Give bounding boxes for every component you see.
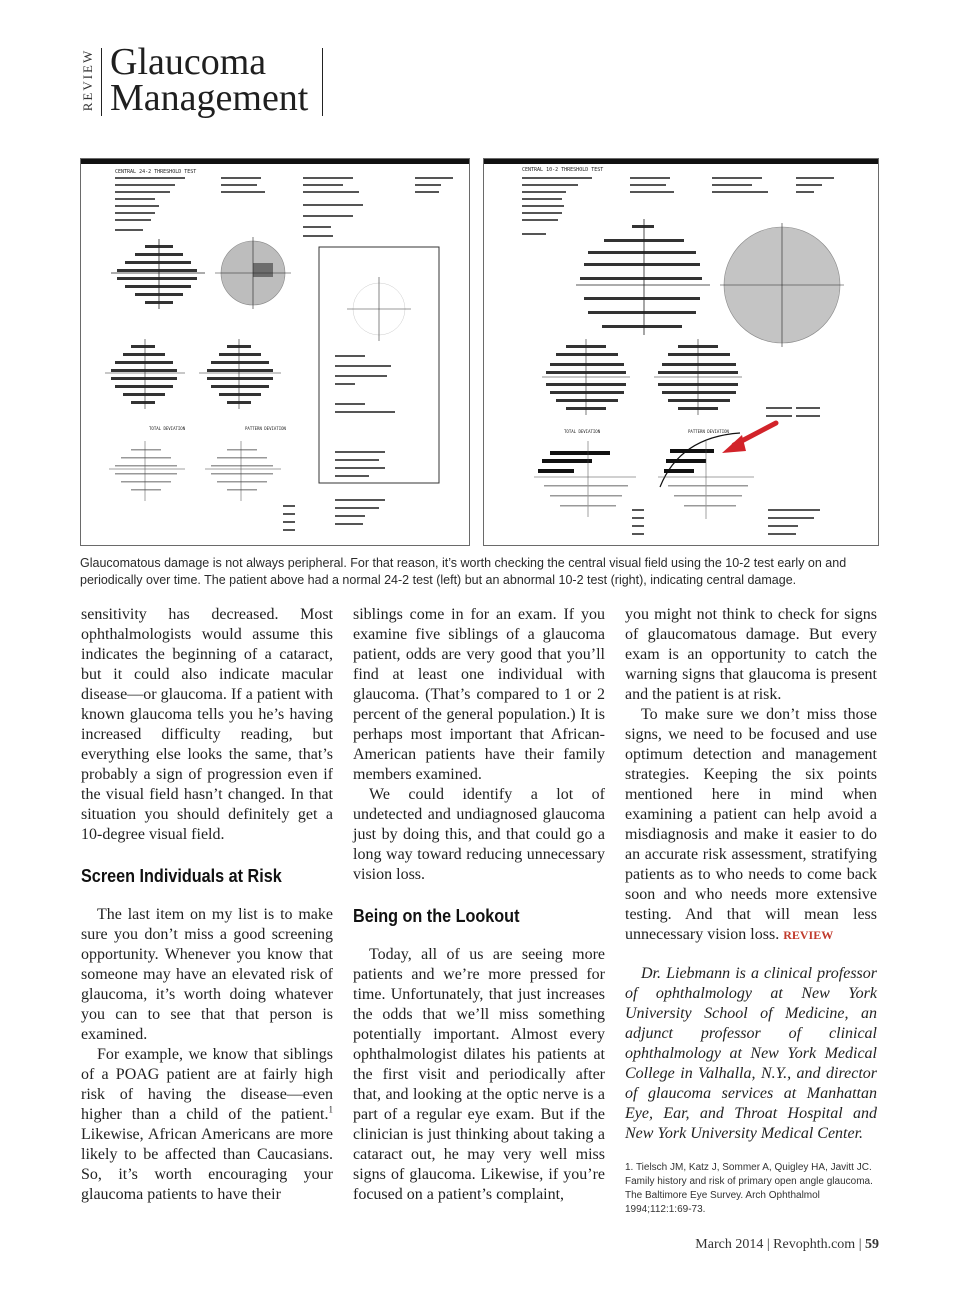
column-2-bottom [353, 945, 605, 1205]
panel-right-total-label: TOTAL DEVIATION [564, 429, 601, 434]
visual-field-24-2-printout [80, 158, 470, 546]
header-divider-left [101, 48, 102, 116]
title-line-2: Management [110, 77, 309, 119]
paragraph: siblings come in for an exam. If you examine five siblings of a glaucoma patient, odds are very good that you’ll find at least one individual with glaucoma. (That’s compared to 1 or 2 percent of the general population.) It is perhaps most important that African-American patients have their family members examined. [353, 606, 605, 783]
header-divider-right [322, 48, 323, 116]
printout-24-2-graphic [81, 159, 469, 545]
page-number: 59 [865, 1237, 879, 1252]
paragraph: Today, all of us are seeing more patients and we’re more pressed for time. Unfortunately, that just increases the odds that we’ll miss something potentially important. Almost every ophthalmologist dilates his patients at the first visit and periodically after that, and looking at the optic nerve is a part of a regular eye exam. But if the clinician is just thinking about taking a cataract out, he may very well miss signs of glaucoma. Likewise, if you’re focused on a patient’s complaint, [353, 946, 605, 1203]
page-title [110, 41, 309, 119]
printout-10-2-graphic [484, 159, 878, 545]
issue-date: March 2014 [695, 1237, 764, 1252]
paragraph: We could identify a lot of undetected and undiagnosed glaucoma just by doing this, and that could go a long way toward reducing unnecessary vision loss. [353, 786, 605, 883]
page-footer: March 2014 | Revophth.com | 59 [695, 1237, 879, 1252]
section-heading-screen-at-risk: Screen Individuals at Risk [81, 866, 282, 886]
section-heading-being-on-lookout: Being on the Lookout [353, 906, 520, 926]
footnote-ref: 1 [328, 1104, 333, 1115]
paragraph: you might not think to check for signs of glaucomatous damage. But every exam is an opportunity to catch the warning signs that glaucoma is present and the patient is at risk. [625, 606, 877, 703]
column-1-bottom [81, 905, 333, 1205]
panel-left-total-label: TOTAL DEVIATION [149, 426, 186, 431]
panel-label-24-2: CENTRAL 24-2 THRESHOLD TEST [115, 169, 197, 175]
visual-field-10-2-printout [483, 158, 879, 546]
panel-left-pattern-label: PATTERN DEVIATION [245, 426, 286, 431]
title-line-1: Glaucoma [110, 41, 267, 83]
column-1-top [81, 605, 333, 845]
paragraph: sensitivity has decreased. Most ophthalmologists would assume this indicates the beginning of a cataract, but it could also indicate macular disease—or glaucoma. If a patient with known glaucoma tells you he’s having increased difficulty reading, but everything else looks the same, that’s probably a sign of progression even if the visual field hasn’t changed. In that situation you should definitely get a 10-degree visual field. [81, 606, 333, 843]
panel-right-pattern-label: PATTERN DEVIATION [688, 429, 729, 434]
site-name: Revophth.com [773, 1237, 856, 1252]
column-2-top [353, 605, 605, 885]
end-of-article-tag: REVIEW [783, 928, 834, 942]
column-3-top [625, 605, 877, 945]
author-bio: Dr. Liebmann is a clinical professor of ophthalmology at New York University School of Medicine, an adjunct professor of clinical ophthalmology at New York Medical College in Valhalla, N.Y., and director of glaucoma services at Manhattan Eye, Ear, and Throat Hospital and New York University Medical Center. [625, 965, 877, 1142]
paragraph: To make sure we don’t miss those signs, we need to be focused and use optimum detection and management strategies. Keeping the six points mentioned here in mind when examining a patient can help avoid a misdiagnosis and make it easier to do an accurate risk assessment, stratifying patients as to who needs to come back soon and who needs more extensive testing. And that will mean less unnecessary vision loss. REVIEW [625, 706, 877, 943]
figure-caption: Glaucomatous damage is not always peripheral. For that reason, it’s worth checking the central visual field using the 10-2 test early on and periodically over time. The patient above had a normal 24-2 test (left) but an abnormal 10-2 test (right), indicating central damage. [80, 556, 847, 587]
panel-label-10-2: CENTRAL 10-2 THRESHOLD TEST [522, 167, 604, 173]
footnote: 1. Tielsch JM, Katz J, Sommer A, Quigley HA, Javitt JC. Family history and risk of primary open angle glaucoma. The Baltimore Eye Survey. Arch Ophthalmol 1994;112:1:69-73. [625, 1162, 873, 1215]
section-label: REVIEW [80, 48, 95, 112]
paragraph: For example, we know that siblings of a POAG patient are at fairly high risk of having the disease—even higher than a child of the patient.$^1$ Likewise, African Americans are more likely to be affected than Caucasians. So, it’s worth encouraging your glaucoma patients to have their [81, 1046, 333, 1203]
red-arrow-icon [722, 423, 776, 453]
paragraph: The last item on my list is to make sure you don’t miss a good screening opportunity. Whenever you know that someone may have an elevated risk of glaucoma, it’s worth doing whatever you can to see that that person is examined. [81, 906, 333, 1043]
